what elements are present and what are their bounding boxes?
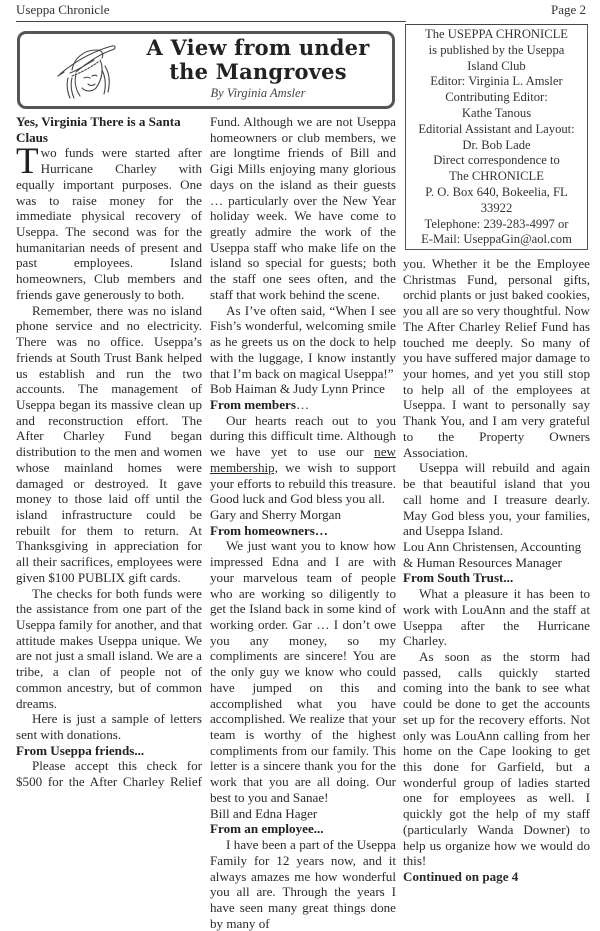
masthead-line: E-Mail: UseppaGin@aol.com [421, 232, 572, 247]
article-byline: By Virginia Amsler [210, 86, 306, 100]
masthead-line: Direct correspondence to [433, 153, 560, 168]
letter-friends-continued: Fund. Although we are not Useppa homeowners or club members, we are longtime friends of Bill and Gigi Mills enjoying many glorious days on the island as their guests … particularly over the New Year holiday week. We have come to greatly admire the work of the Useppa staff who make life on the island so special for guests; both the staff one sees often, and the staff that work behind the scene. [210, 114, 396, 302]
heading-text: From members [210, 396, 296, 412]
masthead-line: Dr. Bob Lade [462, 137, 531, 152]
new-membership-link[interactable]: new membership, [210, 444, 396, 475]
letter-employee-part2: you. Whether it be the Employee Christmas Fund, personal gifts, orchid plants or just baked cookies, you all are so very thoughtful. Now The After Charley Relief Fund has touched me deeply. So many of you have suffered major damage to your homes, and yet you still stop to help all of the employees at Useppa. I want to personally say Thank You, and I am very grateful to the Property Owners Association. [403, 256, 590, 460]
letter-employee-part3: Useppa will rebuild and again be that beautiful island that you call home and I treasure dearly. May God bless you, your families, and Useppa Island. [403, 460, 590, 539]
letter-text: we wish to support your efforts to rebuild this treasure. Good luck and God bless you all. [210, 459, 396, 507]
masthead-line: 33922 [480, 200, 513, 215]
running-head: Useppa Chronicle [16, 2, 110, 17]
masthead-box [405, 24, 588, 250]
woman-in-hat-illustration-icon [50, 40, 126, 100]
letter-friends-part1: Please accept this check for $500 for the After Charley Relief [16, 758, 202, 790]
masthead-line: Editorial Assistant and Layout: [418, 121, 575, 136]
section-heading-homeowners: From homeowners… [210, 522, 328, 538]
article-column-1 [16, 114, 202, 790]
masthead-line: Island Club [467, 58, 526, 73]
letter-text: Our hearts reach out to you during this difficult time. Although we have yet to use our [210, 412, 396, 460]
paragraph: The checks for both funds were the assistance from one part of the Useppa family for another, and that attitude makes Useppa unique. We are not just a small island. We are a tribe, a clan of people not of common ancestry, but of common dreams. [16, 585, 202, 711]
section-heading-southtrust: From South Trust... [403, 570, 514, 586]
masthead-line: Editor: Virginia L. Amsler [430, 74, 563, 89]
page-number: Page 2 [550, 2, 586, 17]
masthead-line: Telephone: 239-283-4997 or [424, 216, 569, 231]
paragraph: Here is just a sample of letters sent with donations. [16, 711, 202, 743]
article-column-2 [210, 114, 396, 931]
section-heading-employee: From an employee... [210, 821, 324, 837]
header-rule [16, 21, 406, 22]
signature-employee: Lou Ann Christensen, Accounting & Human Resources Manager [403, 538, 582, 570]
section-heading-friends: From Useppa friends... [16, 742, 145, 758]
article-column-3 [403, 256, 590, 885]
continued-link[interactable]: Continued on page 4 [403, 869, 519, 885]
signature-homeowners: Bill and Edna Hager [210, 805, 318, 821]
letter-friends-quote: As I’ve often said, “When I see Fish’s wonderful, welcoming smile as he greets us on the dock to help with the luggage, I know instantly that I’m back on magical Useppa!” [210, 302, 396, 381]
letter-members [210, 413, 396, 507]
letter-southtrust-part1: What a pleasure it has been to work with LouAnn and the staff at Useppa after the Hurricane Charley. [403, 586, 590, 649]
masthead-line: Contributing Editor: [445, 90, 548, 105]
signature-members: Gary and Sherry Morgan [210, 506, 342, 522]
letter-employee-part1: I have been a part of the Useppa Family for 12 years now, and it always amazes me how wonderful you all are. Through the years I have seen many great things done by many of [210, 837, 396, 931]
paragraph: Remember, there was no island phone service and no electricity. There was no office. Useppa’s friends at South Trust Bank helped us establish and run the two accounts. The management of Useppa began its massive clean up and reconstruction effort. The After Charley Fund began distribution to the men and women whose mainland homes were damaged or destroyed. It gave money to those laid off until the island infrastructure could be rebuilt for them to return. At Thanksgiving in appreciation for all their sacrifices, employees were given $100 PUBLIX gift cards. [16, 302, 202, 585]
article-title: A View from under the Mangroves [146, 35, 370, 84]
masthead-line: P. O. Box 640, Bokeelia, FL [425, 184, 568, 199]
masthead-line: The USEPPA CHRONICLE [425, 27, 568, 41]
heading-ellipsis: … [295, 396, 310, 412]
masthead-line: Kathe Tanous [461, 105, 532, 120]
signature-friends: Bob Haiman & Judy Lynn Prince [210, 381, 385, 397]
section-heading-members [210, 397, 396, 413]
masthead-line: is published by the Useppa [428, 42, 565, 57]
paragraph [16, 141, 202, 302]
letter-homeowners: We just want you to know how impressed Edna and I are with your marvelous team of people who are working so diligently to get the Island back in some kind of working order. Gar … I don’t owe you any money, so my compliments are sincere! You are the only guy we know who could have jumped on this and accomplished what you have accomplished. We realize that your team is worthy of the highest compliments from our family. This letter is a sincere thank you for the work that you are all doing. Our best to you and Sanae! [210, 538, 396, 805]
article-headline: Yes, Virginia There is a Santa Claus [16, 114, 181, 145]
drop-cap: T [16, 141, 39, 183]
letter-southtrust-part2: As soon as the storm had passed, calls quickly started coming into the bank to see what could be done to get the accounts set up for the recovery efforts. Not only was LouAnn calling from her home on the Cape looking to get this done for Garfield, but a wonderful group of ladies started one for employees as well. I quickly got the help of my staff (particularly Wanda Downer) to help us organize how we would do this! [403, 648, 590, 869]
article-title-box [17, 31, 395, 109]
masthead-line: The CHRONICLE [449, 169, 544, 184]
paragraph-text: wo funds were started after Hurricane Charley with equally important purposes. One was to raise money for the immediate physical recovery of Useppa. The second was for the humanitarian needs of present and past employees. Island homeowners, Club members and friends gave generously to both. [16, 145, 202, 302]
